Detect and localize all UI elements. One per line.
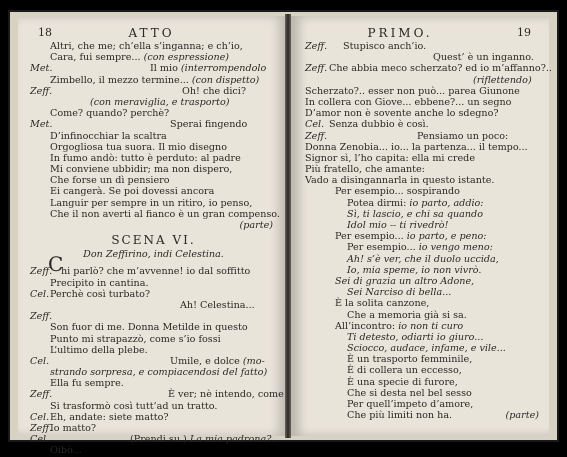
verse-text: È di collera un eccesso, (347, 365, 462, 377)
text-line (30, 86, 277, 97)
verse-text: Io matto? (50, 423, 97, 434)
line-text (50, 278, 149, 289)
line-text (50, 153, 241, 164)
text-line (305, 298, 543, 309)
line-text (50, 108, 169, 119)
text-line (30, 322, 277, 333)
stage-direction: Ti detesto, odiarti io giuro... (347, 331, 484, 343)
verse-text: Per quell’impeto d’amore, (347, 399, 474, 410)
text-line (305, 287, 543, 298)
drop-cap: C (48, 252, 64, 277)
line-text (50, 445, 82, 456)
verse-text: Come? quando? perchè? (50, 108, 170, 120)
verse-text: Stupisco anch’io. (343, 41, 427, 52)
running-title: ATTO (128, 26, 175, 40)
line-text (50, 322, 248, 333)
verse-text: Perchè così turbato? (50, 288, 151, 300)
line-text (335, 186, 460, 197)
text-line (305, 254, 543, 265)
line-text (347, 220, 448, 231)
verse-text: È la solita canzone, (335, 298, 430, 310)
left-page-header (18, 26, 285, 40)
line-text (347, 354, 472, 365)
line-text (90, 97, 229, 108)
text-line (30, 378, 277, 389)
speaker-label: Zeff. (305, 130, 328, 142)
right-text-block (305, 41, 552, 422)
text-line (305, 97, 543, 108)
text-line (305, 220, 543, 231)
line-text (50, 367, 267, 378)
verse-text: Punto mi strapazzò, come s’io fossi (50, 333, 221, 345)
stage-direction: (riflettendo) (473, 74, 532, 86)
line-text (335, 321, 463, 332)
verse-text: Oh! che dici? (182, 85, 247, 97)
line-text (168, 389, 284, 400)
text-line (305, 52, 543, 63)
verse-text: Cara, fui sempre... (50, 52, 144, 64)
line-text (347, 365, 462, 376)
verse-text: (Prendi su.) (130, 434, 190, 446)
text-line (30, 278, 277, 289)
text-line (30, 108, 277, 119)
line-text (433, 52, 534, 63)
left-page (18, 16, 285, 457)
verse-text: Scherzato?.. esser non può... parea Giunone (305, 85, 520, 97)
verse-text: Oibò... (50, 445, 82, 457)
stage-direction: strando sorpresa, e compiacendosi del fatto) (50, 367, 268, 379)
verse-text: D’amor non è sovente anche lo sdegno? (305, 108, 499, 120)
line-text (335, 298, 429, 309)
line-text (50, 378, 124, 389)
text-line (305, 321, 543, 332)
right-page (291, 16, 552, 436)
line-text (170, 119, 247, 130)
verse-text: Sperai fingendo (170, 119, 248, 131)
text-line (30, 75, 277, 86)
line-text (182, 86, 246, 97)
scene-heading: SCENA VI. (111, 233, 196, 248)
text-line (30, 186, 277, 197)
line-text (61, 266, 250, 277)
line-text (50, 75, 259, 86)
line-text (347, 242, 493, 253)
verse-text: hi parlò? che m’avvenne! io dal soffitto (61, 266, 251, 278)
verse-text: È una specie di furore, (347, 376, 458, 388)
verse-text: Potea dirmi: (347, 197, 410, 209)
text-line (30, 311, 277, 322)
speaker-label: Cel. (30, 288, 50, 300)
stage-direction: (interrompendolo (180, 63, 267, 75)
text-line (30, 334, 277, 345)
line-text (305, 108, 499, 119)
line-text (50, 345, 148, 356)
speaker-label: Zeff. (30, 266, 53, 278)
line-text (50, 334, 221, 345)
verse-text: Orgogliosa tua suora. Il mio disegno (50, 141, 228, 153)
line-text (329, 63, 552, 74)
speaker-label: Met. (30, 119, 53, 131)
line-text (50, 41, 243, 52)
speaker-label: Met. (30, 63, 53, 75)
text-line (305, 343, 543, 354)
line-text (329, 119, 429, 130)
verse-text: Per esempio... (335, 231, 407, 243)
verse-text: Quest’ è un inganno. (433, 52, 534, 64)
verse-text: Ei cangerà. Se poi dovessi ancora (50, 186, 215, 198)
stage-direction: La mia padrona?.. (189, 434, 278, 446)
text-line (305, 164, 543, 175)
verse-text: Senza dubbio è così. (329, 119, 429, 131)
line-text (50, 412, 169, 423)
text-line (30, 63, 277, 74)
verse-text: Zimbello, il mezzo termine... (50, 74, 192, 86)
verse-text: Il mio (150, 63, 181, 75)
text-line (305, 354, 543, 365)
text-line (30, 412, 277, 423)
line-text (347, 377, 458, 388)
line-text (50, 198, 252, 209)
verse-text: Ella fu sempre. (50, 378, 124, 390)
speaker-label: Zeff. (305, 41, 328, 52)
text-line (305, 142, 543, 153)
verse-text: È un trasporto femminile, (347, 354, 473, 366)
verse-text: Per esempio... sospirando (335, 186, 460, 198)
text-line (30, 345, 277, 356)
stage-direction: io parto, e peno: (406, 231, 487, 243)
speaker-label: Zeff. (305, 63, 328, 75)
text-line (305, 242, 543, 253)
text-line (305, 388, 543, 399)
speaker-label: Zeff. (30, 389, 53, 401)
line-text (305, 86, 520, 97)
verse-text: Pensiamo un poco: (417, 130, 509, 142)
line-text (347, 410, 452, 421)
speaker-label: Zeff. (30, 423, 53, 434)
line-text (305, 97, 511, 108)
left-text-block (30, 41, 284, 457)
verse-text: Che abbia meco scherzato? ed io m’affanno?.. (329, 63, 552, 75)
text-line (30, 198, 277, 209)
text-line (30, 208, 280, 220)
text-line (305, 153, 543, 164)
verse-text: Eh, andate: siete matto? (50, 411, 169, 423)
exit-direction: (parte) (239, 220, 273, 231)
text-line (305, 119, 543, 130)
text-line (305, 377, 543, 388)
stage-direction: io non ti curo (398, 320, 464, 332)
verse-text: Mi conviene ubbidir; ma non dispero, (50, 164, 233, 176)
running-title: PRIMO. (367, 26, 433, 40)
line-text (347, 287, 451, 298)
text-line (305, 209, 543, 220)
verse-text: D’infinocchiar la scaltra (50, 130, 167, 142)
verse-text: È ver; nè intendo, come (168, 389, 284, 401)
text-line (305, 231, 543, 242)
speaker-label: Zeff. (30, 311, 53, 323)
verse-text: Languir per sempre in un ritiro, io penso, (50, 197, 253, 209)
verse-text: Si trasformò così tutt’ad un tratto. (50, 400, 218, 412)
line-text (417, 131, 508, 142)
text-line (30, 220, 277, 231)
line-text (50, 131, 167, 142)
text-line (30, 389, 284, 401)
text-line (305, 198, 543, 209)
text-line (30, 52, 277, 63)
line-text (347, 399, 473, 410)
text-line (30, 142, 277, 153)
verse-text: Che più limiti non ha. (347, 410, 453, 422)
line-text (170, 356, 265, 367)
text-line (30, 401, 277, 412)
speaker-label: Cel. (30, 355, 50, 367)
text-line (305, 63, 552, 75)
open-book (8, 10, 559, 457)
line-text (130, 434, 277, 445)
verse-text: Ah! Celestina... (180, 299, 255, 311)
stage-direction: Idol mio -- ti rivedrò! (347, 220, 449, 231)
line-text (50, 289, 150, 300)
verse-text: Più fratello, che amante: (305, 164, 425, 176)
right-page-header (291, 26, 549, 40)
text-line (305, 75, 543, 86)
text-line (305, 86, 543, 97)
verse-text: Son fuor di me. Donna Metilde in questo (50, 322, 248, 334)
verse-text: Donna Zenobia... io... la partenza... il tempo... (305, 141, 528, 153)
text-line (30, 131, 277, 142)
line-text (305, 164, 425, 175)
text-line (305, 265, 543, 276)
line-text (347, 265, 481, 276)
text-line (30, 300, 277, 311)
line-text (50, 164, 232, 175)
line-text (305, 142, 528, 153)
text-line (30, 423, 277, 434)
verse-text: L’ultimo della plebe. (50, 344, 148, 356)
stage-direction: Sì, ti lascio, e chi sa quando (347, 208, 483, 220)
exit-direction: (parte) (505, 410, 539, 422)
stage-direction: Sei di grazia un altro Adone, (335, 275, 475, 287)
text-line (30, 356, 277, 367)
speaker-label: Cel. (30, 411, 50, 423)
line-text (50, 423, 96, 434)
text-line (305, 175, 543, 186)
verse-text: Precipito in cantina. (50, 277, 149, 289)
line-text (180, 300, 255, 311)
text-line (30, 434, 277, 445)
stage-direction: Sei Narciso di bella... (347, 287, 452, 299)
line-text (50, 401, 217, 412)
page-number: 18 (38, 26, 52, 39)
verse-text: Che si desta nel bel sesso (347, 387, 472, 399)
line-text (335, 276, 474, 287)
verse-text: All’incontro: (335, 320, 399, 332)
line-text (347, 343, 506, 354)
line-text (50, 52, 229, 63)
stage-direction: Sciocco, audace, infame, e vile... (347, 343, 506, 355)
verse-text: In collera con Giove... ebbene?... un segno (305, 96, 512, 108)
speaker-label: Cel. (305, 119, 325, 131)
verse-text: Che a memoria già si sa. (347, 309, 467, 321)
verse-text: Che il non averti al fianco è un gran compenso. (50, 208, 280, 220)
text-line (305, 41, 543, 52)
verse-text: Per esempio... (347, 242, 419, 254)
line-text (347, 198, 484, 209)
page-number: 19 (517, 26, 531, 39)
verse-text: In fumo andò: tutto è perduto: al padre (50, 152, 241, 164)
stage-direction: (con meraviglia, e trasporto) (90, 96, 230, 108)
text-line (305, 276, 543, 287)
line-text (347, 254, 499, 265)
text-line (305, 410, 543, 421)
verse-text: Signor sì, l’ho capita: ella mi crede (305, 152, 475, 164)
text-line (30, 41, 277, 52)
verse-text: Vado a disingannarla in questo istante. (305, 175, 495, 187)
text-line (30, 153, 277, 164)
verse-text: Che forse un dì pensiero (50, 175, 170, 187)
line-text (473, 75, 532, 86)
line-text (50, 186, 214, 197)
text-line (305, 310, 543, 321)
text-line (305, 108, 543, 119)
line-text (150, 63, 266, 74)
stage-direction: (con dispetto) (191, 74, 260, 86)
text-line (305, 365, 543, 376)
line-text (347, 388, 472, 399)
line-text (347, 310, 467, 321)
line-text (347, 332, 483, 343)
text-line (305, 186, 543, 197)
text-line (30, 175, 277, 186)
stage-direction: Ah! s’è ver, che il duolo uccida, (347, 253, 499, 265)
text-line (30, 119, 277, 130)
line-text (305, 175, 494, 186)
line-text (335, 231, 487, 242)
text-line (30, 367, 277, 378)
line-text (50, 142, 227, 153)
text-line (30, 164, 277, 175)
text-line (30, 445, 277, 456)
text-line (305, 131, 543, 142)
text-line (30, 97, 277, 108)
text-line (305, 332, 543, 343)
stage-direction: (mo- (242, 355, 265, 367)
line-text (50, 209, 280, 220)
stage-direction: Io, mia speme, io non vivrò. (347, 264, 482, 276)
speaker-label: Zeff. (30, 85, 53, 97)
text-line (305, 399, 543, 410)
stage-direction: io vengo meno: (418, 242, 493, 254)
stage-direction: (con espressione) (143, 52, 230, 64)
line-text (343, 41, 426, 52)
scene-direction: Don Zeffirino, indi Celestina. (83, 249, 224, 261)
stage-direction: io parto, addio: (409, 197, 484, 209)
speaker-label: Cel. (30, 434, 50, 446)
line-text (50, 175, 170, 186)
line-text (305, 153, 475, 164)
text-line (30, 289, 277, 300)
line-text (347, 209, 483, 220)
verse-text: Altri, che me; ch’ella s’inganna; e ch’io, (50, 41, 243, 52)
verse-text: Umile, e dolce (170, 355, 243, 367)
